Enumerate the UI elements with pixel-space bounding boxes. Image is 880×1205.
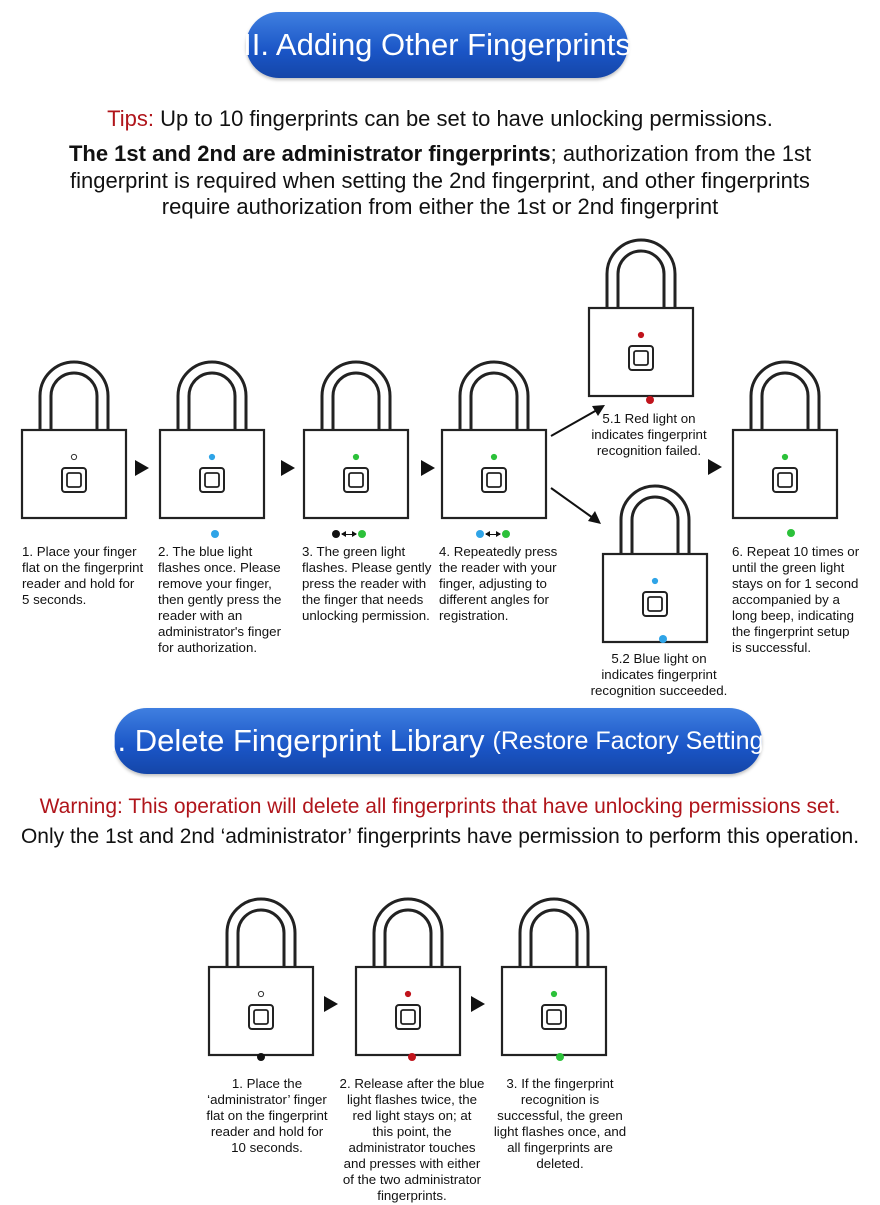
caption-line: light flashes twice, the [346, 1092, 478, 1107]
caption-line: 5.2 Blue light on [611, 651, 707, 666]
padlock-icon [440, 350, 548, 520]
caption-line: 1. Place the [231, 1076, 303, 1091]
padlock-icon [601, 474, 709, 644]
led-indicator [551, 991, 556, 996]
step5-1-caption [585, 411, 713, 459]
step3-caption [302, 544, 431, 624]
delete-step2-caption [336, 1076, 488, 1204]
caption-line: administrator's finger [158, 624, 281, 639]
caption-line: is successful. [732, 640, 812, 655]
permission-note: Only the 1st and 2nd ‘administrator’ fingerprints have permission to perform this operation. [20, 825, 860, 848]
padlock-icon [20, 350, 128, 520]
section3-title-sub: (Restore Factory Settings) [492, 726, 785, 755]
caption-line: this point, the [372, 1124, 452, 1139]
caption-line: registration. [439, 608, 509, 623]
caption-line: flashes. Please gently [302, 560, 432, 575]
caption-line: recognition is [520, 1092, 600, 1107]
warning-line: Warning: This operation will delete all fingerprints that have unlocking permissions set. [39, 795, 841, 818]
red-indicator-dot [646, 396, 654, 404]
led-indicator [209, 454, 214, 459]
padlock-icon [500, 887, 608, 1057]
tips-text: Up to 10 fingerprints can be set to have unlocking permissions. [154, 106, 773, 131]
caption-line: press the reader with [302, 576, 427, 591]
caption-line: finger, adjusting to [439, 576, 547, 591]
caption-line: flat on the fingerprint [206, 1108, 328, 1123]
caption-line: the finger that needs [302, 592, 424, 607]
caption-line: red light stays on; at [352, 1108, 472, 1123]
led-indicator [71, 454, 76, 459]
section3-title-pill [91, 708, 785, 774]
led-indicator [652, 578, 657, 583]
caption-line: deleted. [536, 1156, 584, 1171]
delete-step1-caption [192, 1076, 342, 1156]
admin-note-line1 [0, 141, 880, 167]
led-indicator [258, 991, 263, 996]
tips-label: Tips: [107, 106, 155, 131]
blue-to-green-indicator [476, 530, 510, 538]
padlock-icon [158, 350, 266, 520]
caption-line: administrator touches [348, 1140, 476, 1155]
caption-line: then gently press the [158, 592, 282, 607]
caption-line: remove your finger, [158, 576, 272, 591]
caption-line: of the two administrator [342, 1172, 482, 1187]
caption-line: and presses with either [343, 1156, 481, 1171]
caption-line: stays on for 1 second [732, 576, 859, 591]
caption-line: accompanied by a [732, 592, 840, 607]
caption-line: 5.1 Red light on [602, 411, 696, 426]
tips-line [0, 106, 880, 132]
caption-line: all fingerprints are [507, 1140, 613, 1155]
caption-line: fingerprints. [377, 1188, 447, 1203]
padlock-icon [207, 887, 315, 1057]
caption-line: recognition succeeded. [590, 683, 728, 698]
caption-line: ‘administrator’ finger [207, 1092, 327, 1107]
delete-step3-caption [485, 1076, 635, 1172]
arrow-right-icon [135, 460, 149, 476]
caption-line: successful, the green [497, 1108, 623, 1123]
blue-indicator-dot [211, 530, 219, 538]
step4-caption [439, 544, 557, 624]
double-arrow-icon [342, 534, 356, 535]
led-indicator [405, 991, 410, 996]
caption-line: reader and hold for [22, 576, 135, 591]
caption-line: 2. The blue light [158, 544, 253, 559]
padlock-icon [731, 350, 839, 520]
caption-line: 3. If the fingerprint [506, 1076, 614, 1091]
padlock-icon [302, 350, 410, 520]
caption-line: the reader with your [439, 560, 557, 575]
green-indicator-dot [556, 1053, 564, 1061]
caption-line: 4. Repeatedly press [439, 544, 558, 559]
section2-title: II. Adding Other Fingerprints [243, 27, 631, 62]
arrow-right-icon [324, 996, 338, 1012]
caption-line: unlocking permission. [302, 608, 430, 623]
caption-line: long beep, indicating [732, 608, 854, 623]
black-to-green-indicator [332, 530, 366, 538]
led-indicator [638, 332, 643, 337]
section2-title-pill [243, 12, 631, 78]
padlock-icon [354, 887, 462, 1057]
admin-note-line3: require authorization from either the 1st or 2nd fingerprint [161, 194, 719, 219]
caption-line: 10 seconds. [231, 1140, 303, 1155]
arrow-right-icon [471, 996, 485, 1012]
caption-line: different angles for [439, 592, 549, 607]
caption-line: until the green light [732, 560, 845, 575]
caption-line: 3. The green light [302, 544, 406, 559]
caption-line: 5 seconds. [22, 592, 87, 607]
caption-line: indicates fingerprint [601, 667, 717, 682]
caption-line: 1. Place your finger [22, 544, 137, 559]
padlock-icon [587, 228, 695, 398]
led-indicator [353, 454, 358, 459]
caption-line: light flashes once, and [493, 1124, 627, 1139]
led-indicator [491, 454, 496, 459]
admin-note-bold: The 1st and 2nd are administrator fingerprints [68, 141, 551, 166]
caption-line: for authorization. [158, 640, 258, 655]
arrow-right-icon [421, 460, 435, 476]
arrow-right-icon [708, 459, 722, 475]
caption-line: 6. Repeat 10 times or [732, 544, 860, 559]
caption-line: indicates fingerprint [591, 427, 707, 442]
led-indicator [782, 454, 787, 459]
caption-line: 2. Release after the blue [339, 1076, 485, 1091]
admin-note-rest: ; authorization from the 1st [550, 141, 812, 166]
red-indicator-dot [408, 1053, 416, 1061]
green-indicator-dot [787, 529, 795, 537]
step1-caption [22, 544, 143, 608]
step2-caption [158, 544, 281, 656]
arrow-right-icon [281, 460, 295, 476]
caption-line: reader and hold for [210, 1124, 324, 1139]
caption-line: reader with an [158, 608, 243, 623]
black-indicator-dot [257, 1053, 265, 1061]
caption-line: the fingerprint setup [732, 624, 850, 639]
caption-line: recognition failed. [596, 443, 702, 458]
caption-line: flashes once. Please [158, 560, 281, 575]
step6-caption [732, 544, 859, 656]
step5-2-caption [585, 651, 733, 699]
blue-indicator-dot [659, 635, 667, 643]
admin-note-line2: fingerprint is required when setting the 2nd fingerprint, and other fingerprints [70, 168, 810, 193]
caption-line: flat on the fingerprint [22, 560, 144, 575]
double-arrow-icon [486, 534, 500, 535]
section3-title: III. Delete Fingerprint Library [91, 723, 485, 758]
